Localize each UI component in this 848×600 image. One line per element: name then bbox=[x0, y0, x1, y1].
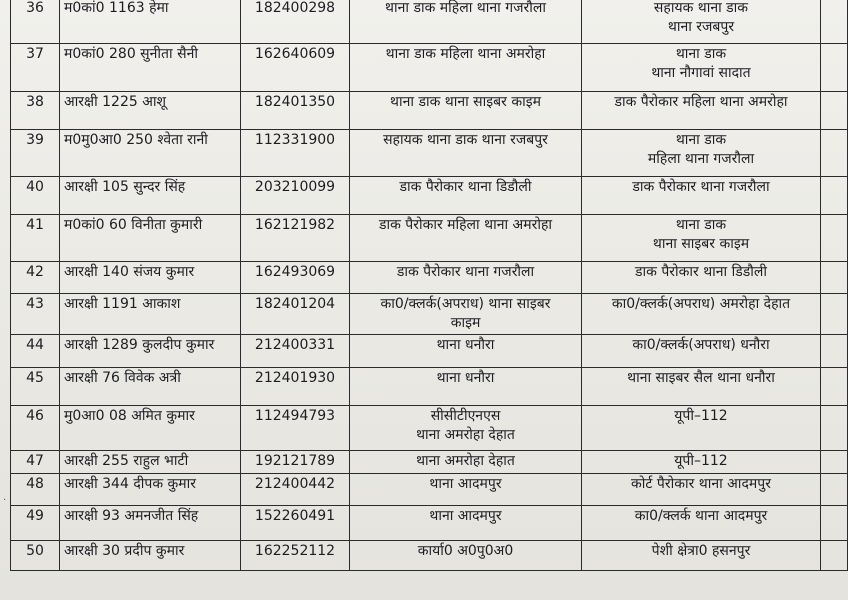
current-posting bbox=[350, 92, 582, 130]
table-row bbox=[11, 335, 848, 368]
cut-off-column bbox=[821, 335, 848, 368]
new-posting bbox=[582, 541, 821, 571]
new-posting bbox=[582, 130, 821, 177]
table-row bbox=[11, 44, 848, 92]
new-posting-line: यूपी–112 bbox=[674, 408, 728, 424]
transfer-table-body bbox=[11, 0, 848, 571]
new-posting-line: थाना साइबर काइम bbox=[652, 236, 750, 252]
new-posting-line: डाक पैरोकार थाना डिडौली bbox=[635, 264, 767, 280]
serial-number: 44 bbox=[11, 335, 60, 368]
new-posting-line: का0/क्लर्क(अपराध) धनौरा bbox=[632, 337, 770, 353]
current-posting bbox=[350, 294, 582, 335]
employee-name: मु0आ0 08 अमित कुमार bbox=[60, 406, 241, 451]
transfer-table bbox=[10, 0, 848, 571]
current-posting-line: थाना डाक थाना साइबर काइम bbox=[390, 94, 541, 110]
current-posting-line: थाना अमरोहा देहात bbox=[416, 453, 515, 469]
new-posting bbox=[582, 335, 821, 368]
table-row bbox=[11, 368, 848, 406]
serial-number: 42 bbox=[11, 262, 60, 294]
cut-off-column bbox=[821, 506, 848, 541]
current-posting-line: थाना अमरोहा देहात bbox=[416, 427, 515, 443]
new-posting bbox=[582, 294, 821, 335]
table-row bbox=[11, 215, 848, 262]
table-row bbox=[11, 0, 848, 44]
cut-off-column bbox=[821, 451, 848, 474]
cut-off-column bbox=[821, 177, 848, 215]
current-posting bbox=[350, 335, 582, 368]
new-posting-line: थाना डाक bbox=[675, 46, 727, 62]
cut-off-column bbox=[821, 44, 848, 92]
serial-number: 46 bbox=[11, 406, 60, 451]
employee-name: आरक्षी 30 प्रदीप कुमार bbox=[60, 541, 241, 571]
employee-name: आरक्षी 344 दीपक कुमार bbox=[60, 474, 241, 506]
current-posting-line: कार्या0 अ0पु0अ0 bbox=[417, 543, 514, 559]
new-posting-line: थाना नौगावां सादात bbox=[651, 65, 751, 81]
table-row bbox=[11, 506, 848, 541]
employee-number: 192121789 bbox=[241, 451, 350, 474]
serial-number: 47 bbox=[11, 451, 60, 474]
new-posting-line: का0/क्लर्क थाना आदमपुर bbox=[634, 508, 768, 524]
table-row bbox=[11, 92, 848, 130]
current-posting-line: डाक पैरोकार महिला थाना अमरोहा bbox=[378, 217, 553, 233]
new-posting-line: थाना साइबर सैल थाना धनौरा bbox=[627, 370, 775, 386]
new-posting-line: थाना रजबपुर bbox=[667, 19, 735, 35]
employee-name: आरक्षी 93 अमनजीत सिंह bbox=[60, 506, 241, 541]
current-posting bbox=[350, 541, 582, 571]
scan-speck: · bbox=[3, 495, 7, 506]
table-row bbox=[11, 541, 848, 571]
employee-number: 162252112 bbox=[241, 541, 350, 571]
current-posting bbox=[350, 474, 582, 506]
current-posting-line: थाना डाक महिला थाना गजरौला bbox=[385, 0, 546, 16]
serial-number: 36 bbox=[11, 0, 60, 44]
employee-name: आरक्षी 1225 आशू bbox=[60, 92, 241, 130]
cut-off-column bbox=[821, 0, 848, 44]
current-posting-line: काइम bbox=[450, 315, 481, 331]
cut-off-column bbox=[821, 541, 848, 571]
current-posting-line: का0/क्लर्क(अपराध) थाना साइबर bbox=[380, 296, 551, 312]
employee-number: 112494793 bbox=[241, 406, 350, 451]
cut-off-column bbox=[821, 406, 848, 451]
current-posting-line: थाना धनौरा bbox=[436, 337, 495, 353]
new-posting-line: थाना डाक bbox=[675, 132, 727, 148]
new-posting-line: महिला थाना गजरौला bbox=[647, 151, 755, 167]
cut-off-column bbox=[821, 474, 848, 506]
serial-number: 41 bbox=[11, 215, 60, 262]
new-posting bbox=[582, 474, 821, 506]
current-posting-line: थाना डाक महिला थाना अमरोहा bbox=[385, 46, 546, 62]
table-row bbox=[11, 262, 848, 294]
new-posting bbox=[582, 0, 821, 44]
new-posting bbox=[582, 451, 821, 474]
employee-number: 112331900 bbox=[241, 130, 350, 177]
table-row bbox=[11, 130, 848, 177]
serial-number: 40 bbox=[11, 177, 60, 215]
employee-name: आरक्षी 140 संजय कुमार bbox=[60, 262, 241, 294]
employee-name: आरक्षी 255 राहुल भाटी bbox=[60, 451, 241, 474]
employee-number: 212401930 bbox=[241, 368, 350, 406]
employee-number: 212400331 bbox=[241, 335, 350, 368]
table-row bbox=[11, 451, 848, 474]
employee-number: 182401204 bbox=[241, 294, 350, 335]
new-posting bbox=[582, 92, 821, 130]
new-posting-line: यूपी–112 bbox=[674, 453, 728, 469]
serial-number: 49 bbox=[11, 506, 60, 541]
new-posting-line: डाक पैरोकार थाना गजरौला bbox=[632, 179, 770, 195]
current-posting bbox=[350, 177, 582, 215]
employee-number: 162640609 bbox=[241, 44, 350, 92]
current-posting-line: डाक पैरोकार थाना गजरौला bbox=[396, 264, 535, 280]
current-posting-line: थाना आदमपुर bbox=[429, 476, 502, 492]
new-posting-line: पेशी क्षेत्रा0 हसनपुर bbox=[651, 543, 751, 559]
employee-name: म0मु0आ0 250 श्वेता रानी bbox=[60, 130, 241, 177]
new-posting-line: कोर्ट पैरोकार थाना आदमपुर bbox=[631, 476, 771, 492]
current-posting-line: थाना धनौरा bbox=[436, 370, 495, 386]
table-row bbox=[11, 177, 848, 215]
cut-off-column bbox=[821, 92, 848, 130]
employee-name: म0कां0 280 सुनीता सैनी bbox=[60, 44, 241, 92]
current-posting bbox=[350, 406, 582, 451]
current-posting bbox=[350, 368, 582, 406]
employee-number: 162121982 bbox=[241, 215, 350, 262]
new-posting-line: का0/क्लर्क(अपराध) अमरोहा देहात bbox=[611, 296, 791, 312]
employee-name: आरक्षी 105 सुन्दर सिंह bbox=[60, 177, 241, 215]
current-posting bbox=[350, 506, 582, 541]
new-posting bbox=[582, 44, 821, 92]
current-posting bbox=[350, 451, 582, 474]
serial-number: 39 bbox=[11, 130, 60, 177]
serial-number: 45 bbox=[11, 368, 60, 406]
current-posting-line: थाना आदमपुर bbox=[429, 508, 502, 524]
cut-off-column bbox=[821, 294, 848, 335]
table-row bbox=[11, 474, 848, 506]
employee-name: म0कां0 1163 हेमा bbox=[60, 0, 241, 44]
cut-off-column bbox=[821, 262, 848, 294]
serial-number: 48 bbox=[11, 474, 60, 506]
employee-name: आरक्षी 1289 कुलदीप कुमार bbox=[60, 335, 241, 368]
employee-number: 212400442 bbox=[241, 474, 350, 506]
employee-number: 162493069 bbox=[241, 262, 350, 294]
table-row bbox=[11, 406, 848, 451]
new-posting-line: सहायक थाना डाक bbox=[653, 0, 749, 16]
table-row bbox=[11, 294, 848, 335]
employee-number: 182401350 bbox=[241, 92, 350, 130]
employee-number: 182400298 bbox=[241, 0, 350, 44]
employee-name: आरक्षी 76 विवेक अत्री bbox=[60, 368, 241, 406]
current-posting bbox=[350, 262, 582, 294]
current-posting bbox=[350, 215, 582, 262]
current-posting-line: सीसीटीएनएस bbox=[430, 408, 501, 424]
new-posting bbox=[582, 262, 821, 294]
current-posting-line: सहायक थाना डाक थाना रजबपुर bbox=[383, 132, 548, 148]
new-posting-line: डाक पैरोकार महिला थाना अमरोहा bbox=[614, 94, 788, 110]
new-posting-line: थाना डाक bbox=[675, 217, 727, 233]
new-posting bbox=[582, 406, 821, 451]
cut-off-column bbox=[821, 215, 848, 262]
new-posting bbox=[582, 368, 821, 406]
new-posting bbox=[582, 215, 821, 262]
new-posting bbox=[582, 177, 821, 215]
current-posting bbox=[350, 44, 582, 92]
serial-number: 37 bbox=[11, 44, 60, 92]
employee-name: आरक्षी 1191 आकाश bbox=[60, 294, 241, 335]
cut-off-column bbox=[821, 368, 848, 406]
serial-number: 50 bbox=[11, 541, 60, 571]
serial-number: 38 bbox=[11, 92, 60, 130]
current-posting bbox=[350, 130, 582, 177]
cut-off-column bbox=[821, 130, 848, 177]
new-posting bbox=[582, 506, 821, 541]
employee-name: म0कां0 60 विनीता कुमारी bbox=[60, 215, 241, 262]
current-posting-line: डाक पैरोकार थाना डिडौली bbox=[399, 179, 532, 195]
serial-number: 43 bbox=[11, 294, 60, 335]
employee-number: 152260491 bbox=[241, 506, 350, 541]
current-posting bbox=[350, 0, 582, 44]
employee-number: 203210099 bbox=[241, 177, 350, 215]
